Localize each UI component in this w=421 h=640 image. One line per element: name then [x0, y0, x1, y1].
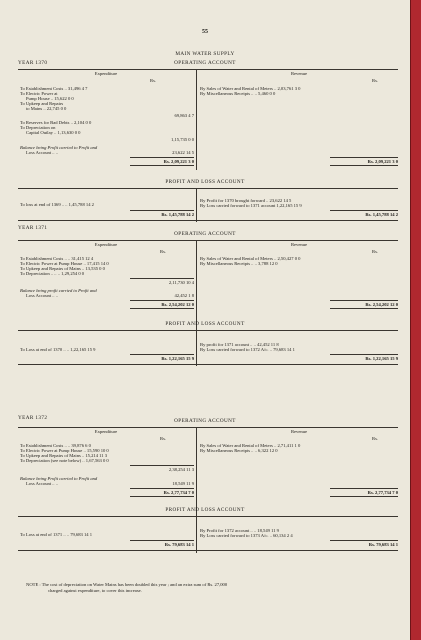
- total-rule: [130, 488, 194, 489]
- revenue-total: Rs. 2,77,734 7 0: [367, 490, 398, 495]
- divider: [18, 364, 398, 365]
- total-rule: [330, 157, 398, 158]
- expenditure-line: to Mains .. 22,745 0 0: [26, 106, 67, 111]
- revenue-heading: Revenue: [290, 71, 308, 76]
- balance-line: Loss Account .. ..: [26, 150, 59, 155]
- expenditure-line: To Upkeep and Repairs of Mains .. 13,535 0 0: [20, 266, 105, 271]
- revenue-line: By Sales of Water and Rental of Meters .. 2,71,411 1 0: [200, 443, 301, 448]
- revenue-line: By Sales of Water and Rental of Meters .. 2,50,427 0 0: [200, 256, 301, 261]
- expenditure-heading: Expenditure: [94, 429, 118, 434]
- expenditure-total: Rs. 2,09,221 3 0: [163, 159, 194, 164]
- subtotal-rule: [130, 278, 194, 279]
- divider: [18, 330, 398, 331]
- expenditure-line: To Reserves for Bad Debts .. 2,104 0 0: [20, 120, 92, 125]
- total-rule: [330, 165, 398, 166]
- total-rule: [130, 157, 194, 158]
- divider: [18, 516, 398, 517]
- subtotal: 2,38,254 11 3: [168, 467, 194, 472]
- expenditure-line: Capital Outlay .. 1,13,630 0 0: [26, 130, 81, 135]
- divider: [18, 220, 398, 221]
- pl-credit-total: Rs. 79,683 14 1: [368, 542, 398, 547]
- expenditure-line: To Depreciation on: [20, 125, 56, 130]
- revenue-line: By Miscellaneous Receipts .. .. 5,460 0 0: [200, 91, 276, 96]
- pl-credit-line: By profit for 1371 account .. .. 42,452 11 8: [200, 342, 279, 347]
- pl-credit-total: Rs. 1,22,165 15 9: [365, 356, 398, 361]
- revenue-line: By Miscellaneous Receipts .. .. 3,788 12 0: [200, 261, 278, 266]
- expenditure-line: To Electric Power at: [20, 91, 58, 96]
- pl-debit-line: To Loss at end of 1370 .. .. 1,22,165 15 9: [20, 347, 96, 352]
- expenditure-line: To Establishment Costs .. .. 39,876 6 0: [20, 443, 91, 448]
- pl-credit-line: By Loss carried forward to 1373 A/c. .. 60,134 2 4: [200, 533, 293, 538]
- expenditure-line: To Electric Power at Pump House .. 17,415 14 0: [20, 261, 109, 266]
- subtotal: 2,11,730 10 4: [168, 280, 194, 285]
- subtotal-rule: [130, 465, 194, 466]
- rs-label: Rs.: [372, 78, 379, 83]
- total-rule: [130, 496, 194, 497]
- operating-heading: OPERATING ACCOUNT: [174, 60, 236, 66]
- total-rule: [130, 165, 194, 166]
- expenditure-line: To Establishment Costs .. .. 31,415 12 4: [20, 256, 94, 261]
- pl-credit-line: By Loss carried forward to 1371 account 1,22,165 15 9: [200, 203, 302, 208]
- pl-debit-total: Rs. 1,22,165 15 9: [161, 356, 194, 361]
- pl-heading: PROFIT AND LOSS ACCOUNT: [165, 179, 245, 185]
- divider: [18, 188, 398, 189]
- balance-line: Balance being Profit carried to Profit and: [20, 476, 98, 481]
- column-divider: [196, 189, 197, 222]
- column-divider: [196, 70, 197, 170]
- total-rule: [330, 488, 398, 489]
- balance-line: Balance being Profit carried to Profit and: [20, 145, 98, 150]
- total-rule: [130, 210, 194, 211]
- balance-value: 18,549 11 9: [172, 481, 194, 486]
- main-title: MAIN WATER SUPPLY: [175, 51, 235, 57]
- expenditure-line: Pump House .. 15,622 0 0: [26, 96, 74, 101]
- year-label: YEAR 1372: [18, 415, 48, 421]
- pl-debit-line: To loss at end of 1369 .. .. 1,45,788 14 2: [20, 202, 94, 207]
- pl-credit-line: By Profit for 1372 account .. .. 18,549 11 9: [200, 528, 279, 533]
- balance-line: Loss Account .. ..: [26, 293, 59, 298]
- total-rule: [330, 540, 398, 541]
- pl-heading: PROFIT AND LOSS ACCOUNT: [165, 321, 245, 327]
- rs-label: Rs.: [160, 436, 167, 441]
- balance-value: 23,622 14 5: [172, 150, 194, 155]
- divider: [18, 550, 398, 551]
- divider: [18, 69, 398, 70]
- rs-label: Rs.: [372, 249, 379, 254]
- expenditure-line: To Establishment Costs .. 31,496 4 7: [20, 86, 88, 91]
- pl-debit-line: To Loss at end of 1371 .. .. 79,683 14 1: [20, 532, 93, 537]
- revenue-total: Rs. 2,54,202 12 0: [365, 302, 398, 307]
- revenue-line: By Miscellaneous Receipts .. .. 6,322 12 0: [200, 448, 278, 453]
- revenue-total: Rs. 2,09,221 3 0: [367, 159, 398, 164]
- expenditure-total: Rs. 2,54,202 12 0: [161, 302, 194, 307]
- operating-heading: OPERATING ACCOUNT: [174, 418, 236, 424]
- subtotal: 1,15,735 0 0: [171, 137, 194, 142]
- expenditure-heading: Expenditure: [94, 71, 118, 76]
- rs-label: Rs.: [372, 436, 379, 441]
- pl-debit-total: Rs. 79,683 14 1: [164, 542, 194, 547]
- total-rule: [130, 354, 194, 355]
- revenue-heading: Revenue: [290, 242, 308, 247]
- expenditure-line: To Electric Power at Pump House .. 15,590 10 0: [20, 448, 109, 453]
- year-label: YEAR 1370: [18, 60, 48, 66]
- expenditure-line: To Upkeep and Repairs: [20, 101, 64, 106]
- balance-line: Balance being profit carried to Profit and: [20, 288, 97, 293]
- pl-credit-line: By Profit for 1370 brought forward .. 23,622 14 5: [200, 198, 292, 203]
- pl-debit-total: Rs. 1,45,788 14 2: [161, 212, 194, 217]
- expenditure-line: To Depreciation (see note below) .. 1,67,563 0 0: [20, 458, 109, 463]
- expenditure-total: Rs. 2,77,734 7 0: [163, 490, 194, 495]
- rs-label: Rs.: [160, 249, 167, 254]
- column-divider: [196, 517, 197, 553]
- total-rule: [330, 308, 398, 309]
- pl-credit-line: By Loss carried forward to 1372 A/c. .. 79,683 14 1: [200, 347, 295, 352]
- balance-line: Loss Account .. ..: [26, 481, 59, 486]
- book-spine: [410, 0, 421, 640]
- operating-heading: OPERATING ACCOUNT: [174, 231, 236, 237]
- expenditure-line: To Depreciation .. .. .. 1,29,254 0 0: [20, 271, 85, 276]
- expenditure-heading: Expenditure: [94, 242, 118, 247]
- revenue-heading: Revenue: [290, 429, 308, 434]
- pl-heading: PROFIT AND LOSS ACCOUNT: [165, 507, 245, 513]
- pl-credit-total: Rs. 1,45,788 14 2: [365, 212, 398, 217]
- page-number: 55: [202, 29, 208, 35]
- balance-value: 42,452 1 8: [174, 293, 194, 298]
- divider: [18, 240, 398, 241]
- total-rule: [330, 496, 398, 497]
- revenue-line: By Sales of Water and Rental of Meters .. 2,03,761 3 0: [200, 86, 301, 91]
- column-divider: [196, 331, 197, 366]
- total-rule: [330, 354, 398, 355]
- total-rule: [130, 308, 194, 309]
- rs-label: Rs.: [150, 78, 157, 83]
- footnote-line-2: charged against expenditure, to cover this increase.: [48, 588, 142, 593]
- subtotal: 69,863 4 7: [174, 113, 194, 118]
- total-rule: [330, 300, 398, 301]
- total-rule: [130, 540, 194, 541]
- divider: [18, 427, 398, 428]
- year-label: YEAR 1371: [18, 225, 48, 231]
- footnote-line-1: NOTE : The cost of depreciation on Water Mains has been doubled this year ; and an extra sum of Rs. 27,000: [26, 582, 228, 587]
- total-rule: [130, 300, 194, 301]
- total-rule: [330, 210, 398, 211]
- expenditure-line: To Upkeep and Repairs of Mains .. 15,214 11 3: [20, 453, 108, 458]
